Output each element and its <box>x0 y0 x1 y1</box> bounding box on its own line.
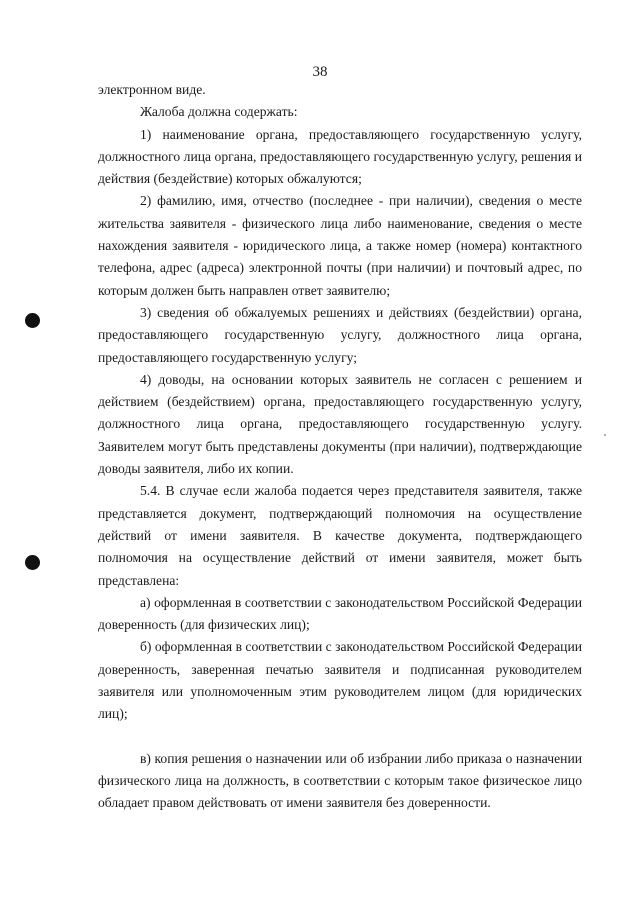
document-body <box>98 79 582 815</box>
scan-speck <box>604 434 606 436</box>
paragraph-complaint-intro: Жалоба должна содержать: <box>140 104 298 120</box>
punch-hole-mark <box>25 313 40 328</box>
paragraph-item-4: 4) доводы, на основании которых заявитель не согласен с решением и действием (бездействием) органа, предоставляющего государственную услугу, должностного лица органа, предоставляющего государственную услугу. Заявителем могут быть представлены документы (при наличии), подтверждающие доводы заявителя, либо их копии. <box>98 371 582 477</box>
paragraph-section-5-4: 5.4. В случае если жалоба подается через представителя заявителя, также представляется документ, подтверждающий полномочия на осуществление действий от имени заявителя. В качестве документа, подтверждающего полномочия на осуществление действий от имени заявителя, может быть представлена: <box>98 483 582 588</box>
paragraph-item-b: б) оформленная в соответствии с законодательством Российской Федерации доверенность, заверенная печатью заявителя и подписанная руководителем заявителя или уполномоченным этим руководителем лицом (для юридических лиц); <box>98 639 582 722</box>
punch-hole-mark <box>25 555 40 570</box>
paragraph-item-1: 1) наименование органа, предоставляющего государственную услугу, должностного лица органа, предоставляющего государственную услугу, решения и действия (бездействие) которых обжалуются; <box>98 126 582 187</box>
paragraph-item-2: 2) фамилию, имя, отчество (последнее - при наличии), сведения о месте жительства заявителя - физического лица либо наименование, сведения о месте нахождения заявителя - юридического лица, а также номер (номера) контактного телефона, адрес (адреса) электронной почты (при наличии) и почтовый адрес, по которым должен быть направлен ответ заявителю; <box>98 193 582 298</box>
page-number: 38 <box>312 64 328 80</box>
paragraph-item-a: а) оформленная в соответствии с законодательством Российской Федерации доверенность (для физических лиц); <box>98 594 582 633</box>
paragraph-item-v: в) копия решения о назначении или об избрании либо приказа о назначении физического лица на должность, в соответствии с которым такое физическое лицо обладает правом действовать от имени заявителя без доверенности. <box>98 750 582 811</box>
paragraph-continuation: электронном виде. <box>98 82 206 97</box>
paragraph-item-3: 3) сведения об обжалуемых решениях и действиях (бездействии) органа, предоставляющего государственную услугу, должностного лица органа, предоставляющего государственную услугу; <box>98 304 582 365</box>
